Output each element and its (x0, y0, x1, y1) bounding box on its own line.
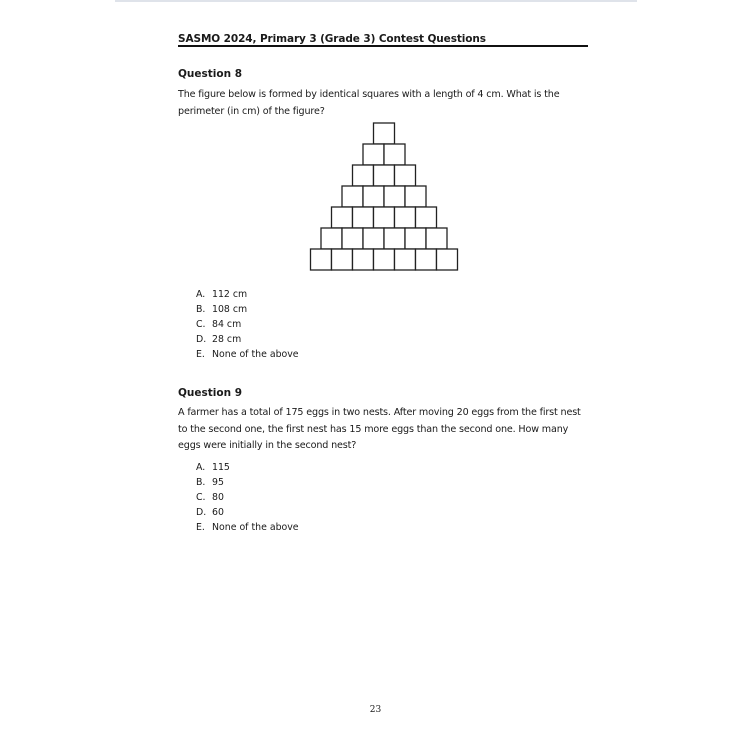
option-text: 84 cm (212, 319, 242, 330)
option-letter: C. (196, 492, 206, 503)
option-item[interactable] (196, 332, 299, 347)
option-text: 112 cm (212, 289, 248, 300)
option-item[interactable] (196, 505, 299, 520)
figure-square (374, 123, 395, 144)
option-letter: A. (196, 289, 206, 300)
page-header: SASMO 2024, Primary 3 (Grade 3) Contest Questions (178, 33, 486, 45)
figure-square (374, 207, 395, 228)
figure-square (342, 228, 363, 249)
option-text: 60 (212, 507, 224, 518)
top-rule (115, 0, 637, 2)
figure-square (321, 228, 342, 249)
question-8-text: The figure below is formed by identical squares with a length of 4 cm. What is the perimeter (in cm) of the figure? (178, 89, 560, 117)
option-letter: D. (196, 334, 207, 345)
option-text: 95 (212, 477, 224, 488)
option-letter: B. (196, 477, 206, 488)
figure-square (311, 249, 332, 270)
figure-square (416, 249, 437, 270)
figure-square (374, 249, 395, 270)
figure-square (363, 186, 384, 207)
option-letter: E. (196, 522, 205, 533)
figure-square (363, 144, 384, 165)
figure-square (437, 249, 458, 270)
option-item[interactable] (196, 287, 299, 302)
figure-square (332, 249, 353, 270)
figure-square (405, 228, 426, 249)
figure-square (363, 228, 384, 249)
question-9-text: A farmer has a total of 175 eggs in two nests. After moving 20 eggs from the first nest to the second one, the first nest has 15 more eggs than the second one. How many eggs were initially in the second nest? (178, 407, 581, 451)
figure-square (395, 207, 416, 228)
pyramid-squares-figure (300, 118, 460, 278)
option-item[interactable] (196, 347, 299, 362)
figure-square (426, 228, 447, 249)
option-letter: C. (196, 319, 206, 330)
option-text: 80 (212, 492, 224, 503)
figure-square (384, 144, 405, 165)
figure-square (384, 228, 405, 249)
figure-square (384, 186, 405, 207)
option-item[interactable] (196, 317, 299, 332)
page-number: 23 (369, 705, 382, 715)
option-item[interactable] (196, 475, 299, 490)
option-item[interactable] (196, 460, 299, 475)
question-8-title: Question 8 (178, 68, 243, 80)
option-text: None of the above (212, 522, 299, 533)
figure-square (353, 249, 374, 270)
option-item[interactable] (196, 520, 299, 535)
option-text: 108 cm (212, 304, 248, 315)
figure-square (395, 165, 416, 186)
figure-square (342, 186, 363, 207)
question-8-options (196, 287, 299, 362)
option-letter: E. (196, 349, 205, 360)
option-text: None of the above (212, 349, 299, 360)
figure-square (405, 186, 426, 207)
figure-square (353, 165, 374, 186)
header-divider (178, 45, 588, 47)
figure-square (395, 249, 416, 270)
option-text: 115 (212, 462, 230, 473)
option-letter: A. (196, 462, 206, 473)
figure-square (374, 165, 395, 186)
figure-square (416, 207, 437, 228)
option-letter: B. (196, 304, 206, 315)
question-9-title: Question 9 (178, 387, 243, 399)
figure-square (353, 207, 374, 228)
question-9-options (196, 460, 299, 535)
option-text: 28 cm (212, 334, 242, 345)
figure-square (332, 207, 353, 228)
option-item[interactable] (196, 302, 299, 317)
option-item[interactable] (196, 490, 299, 505)
option-letter: D. (196, 507, 207, 518)
